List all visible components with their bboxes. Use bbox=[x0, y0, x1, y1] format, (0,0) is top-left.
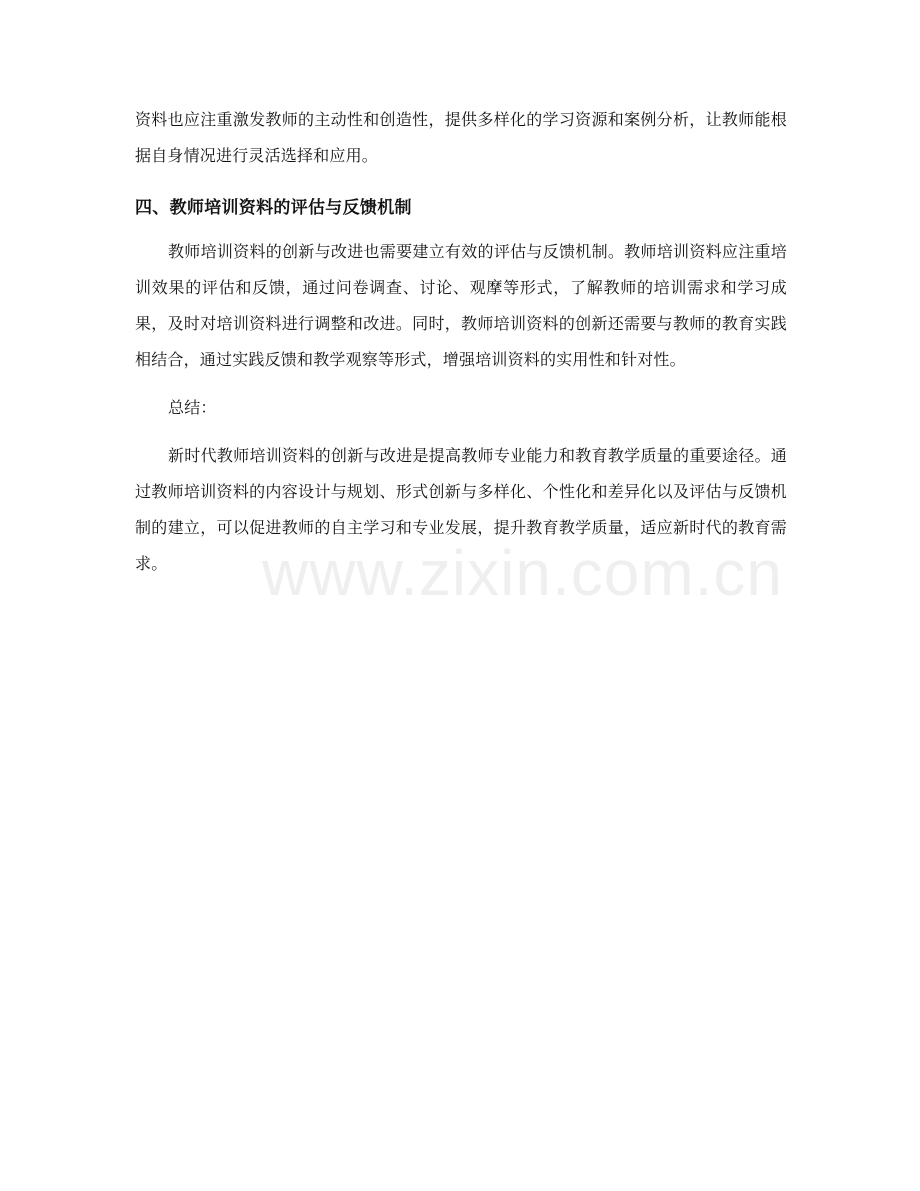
spacer bbox=[135, 378, 787, 390]
summary-paragraph: 新时代教师培训资料的创新与改进是提高教师专业能力和教育教学质量的重要途径。通过教师培训资料的内容设计与规划、形式创新与多样化、个性化和差异化以及评估与反馈机制的建立，可以促进教师的自主学习和专业发展，提升教育教学质量，适应新时代的教育需求。 bbox=[135, 446, 787, 573]
summary-label: 总结： bbox=[168, 398, 217, 417]
section-paragraph: 教师培训资料的创新与改进也需要建立有效的评估与反馈机制。教师培训资料应注重培训效果的评估和反馈，通过问卷调查、讨论、观摩等形式，了解教师的培训需求和学习成果，及时对培训资料进行调整和改进。同时，教师培训资料的创新还需要与教师的教育实践相结合，通过实践反馈和教学观察等形式，增强培训资料的实用性和针对性。 bbox=[135, 242, 787, 369]
spacer bbox=[135, 174, 787, 186]
paragraph-continued: 资料也应注重激发教师的主动性和创造性，提供多样化的学习资源和案例分析，让教师能根据自身情况进行灵活选择和应用。 bbox=[135, 110, 787, 165]
spacer bbox=[135, 426, 787, 438]
document-content bbox=[135, 102, 787, 582]
section-heading: 四、教师培训资料的评估与反馈机制 bbox=[135, 198, 412, 218]
watermark-text: www.zixin.com.cn bbox=[262, 537, 783, 609]
